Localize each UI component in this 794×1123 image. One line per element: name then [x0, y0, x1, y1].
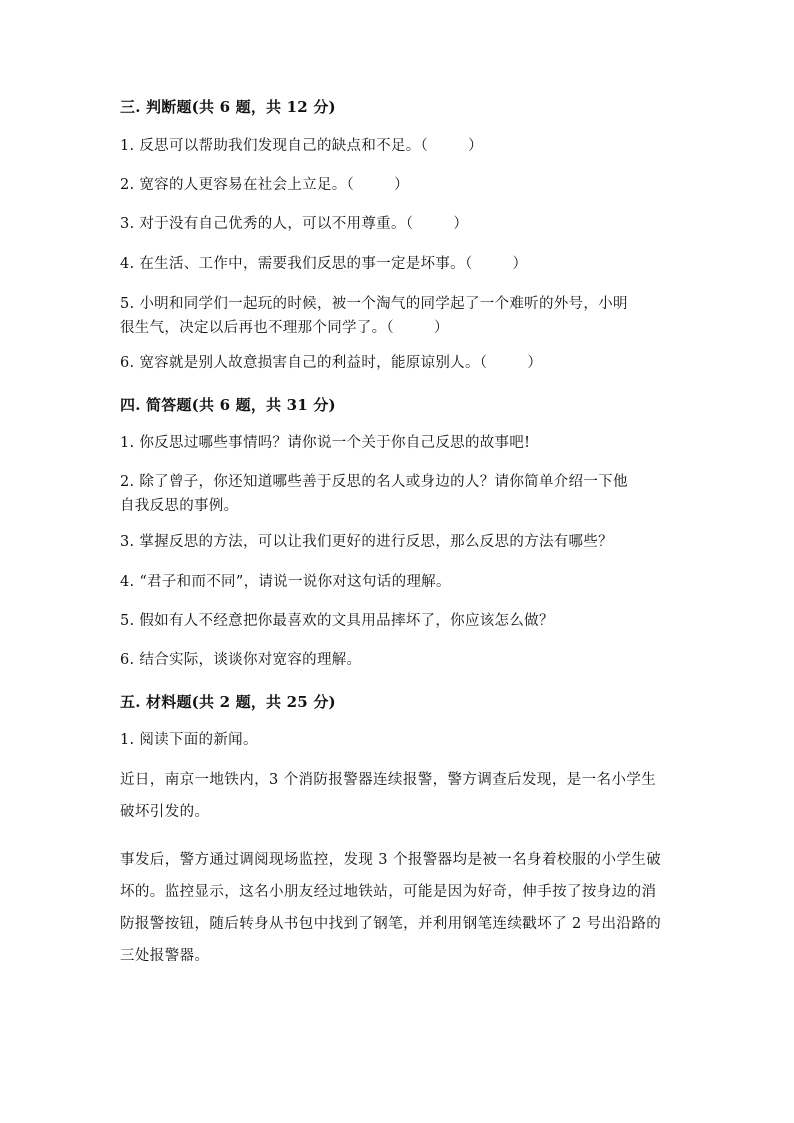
- judge-question-2: [120, 173, 409, 197]
- judge-question-1: [120, 134, 483, 158]
- question-text: 2. 宽容的人更容易在社会上立足。: [120, 177, 347, 193]
- question-text: 1. 反思可以帮助我们发现自己的缺点和不足。: [120, 138, 421, 154]
- short-answer-question-2: [120, 470, 628, 518]
- question-text-line1: 5. 小明和同学们一起玩的时候，被一个淘气的同学起了一个难听的外号，小明: [120, 296, 628, 312]
- section-4-title: 四. 简答题(共 6 题，共 31 分): [120, 396, 336, 414]
- judge-question-4: [120, 252, 527, 276]
- material-question-1: 1. 阅读下面的新闻。: [120, 732, 258, 748]
- answer-paren-close: ）: [468, 138, 483, 154]
- section-5-title: 五. 材料题(共 2 题，共 25 分): [120, 693, 336, 711]
- news-paragraph-2: 事发后，警方通过调阅现场监控，发现 3 个报警器均是被一名身着校服的小学生破坏的。监控显示，这名小朋友经过地铁站，可能是因为好奇，伸手按了按身边的消防报警按钮，随后转身从书包中找到了钢笔，并利用钢笔连续戳坏了 2 号出沿路的三处报警器。: [120, 852, 662, 964]
- short-answer-question-5: 5. 假如有人不经意把你最喜欢的文具用品摔坏了，你应该怎么做？: [120, 613, 554, 629]
- news-paragraph-1: 近日，南京一地铁内，3 个消防报警器连续报警，警方调查后发现，是一名小学生破坏引发的。: [120, 772, 657, 820]
- question-text-line2: 很生气，决定以后再也不理那个同学了。: [120, 320, 387, 336]
- question-text: 4. 在生活、工作中，需要我们反思的事一定是坏事。: [120, 256, 465, 272]
- question-text-line2-row: [120, 316, 628, 340]
- section-3-title: 三. 判断题(共 6 题，共 12 分): [120, 98, 336, 116]
- answer-paren-close: ）: [433, 320, 449, 336]
- answer-paren-open: （: [386, 320, 394, 336]
- question-text: 6. 宽容就是别人故意损害自己的利益时，能原谅别人。: [120, 355, 480, 371]
- judge-question-5: [120, 292, 628, 340]
- answer-paren-close: ）: [394, 177, 409, 193]
- short-answer-question-6: 6. 结合实际，谈谈你对宽容的理解。: [120, 652, 362, 668]
- answer-paren-close: ）: [512, 256, 528, 272]
- judge-question-3: [120, 212, 468, 236]
- answer-paren-open: （: [464, 256, 473, 272]
- answer-paren-open: （: [420, 138, 429, 154]
- short-answer-question-4: 4. “君子和而不同”，请说一说你对这句话的理解。: [120, 574, 451, 590]
- answer-paren-open: （: [405, 216, 414, 232]
- answer-paren-open: （: [479, 355, 488, 371]
- question-text: 3. 对于没有自己优秀的人，可以不用尊重。: [120, 216, 406, 232]
- short-answer-question-3: 3. 掌握反思的方法，可以让我们更好的进行反思，那么反思的方法有哪些？: [120, 534, 613, 550]
- answer-paren-close: ）: [527, 355, 543, 371]
- question-text-line1: 2. 除了曾子，你还知道哪些善于反思的名人或身边的人？请你简单介绍一下他: [120, 474, 628, 490]
- answer-paren-close: ）: [453, 216, 469, 232]
- judge-question-6: [120, 351, 542, 375]
- short-answer-question-1: 1. 你反思过哪些事情吗？请你说一个关于你自己反思的故事吧!: [120, 435, 531, 451]
- question-text-line2: 自我反思的事例。: [120, 498, 239, 514]
- answer-paren-open: （: [346, 177, 355, 193]
